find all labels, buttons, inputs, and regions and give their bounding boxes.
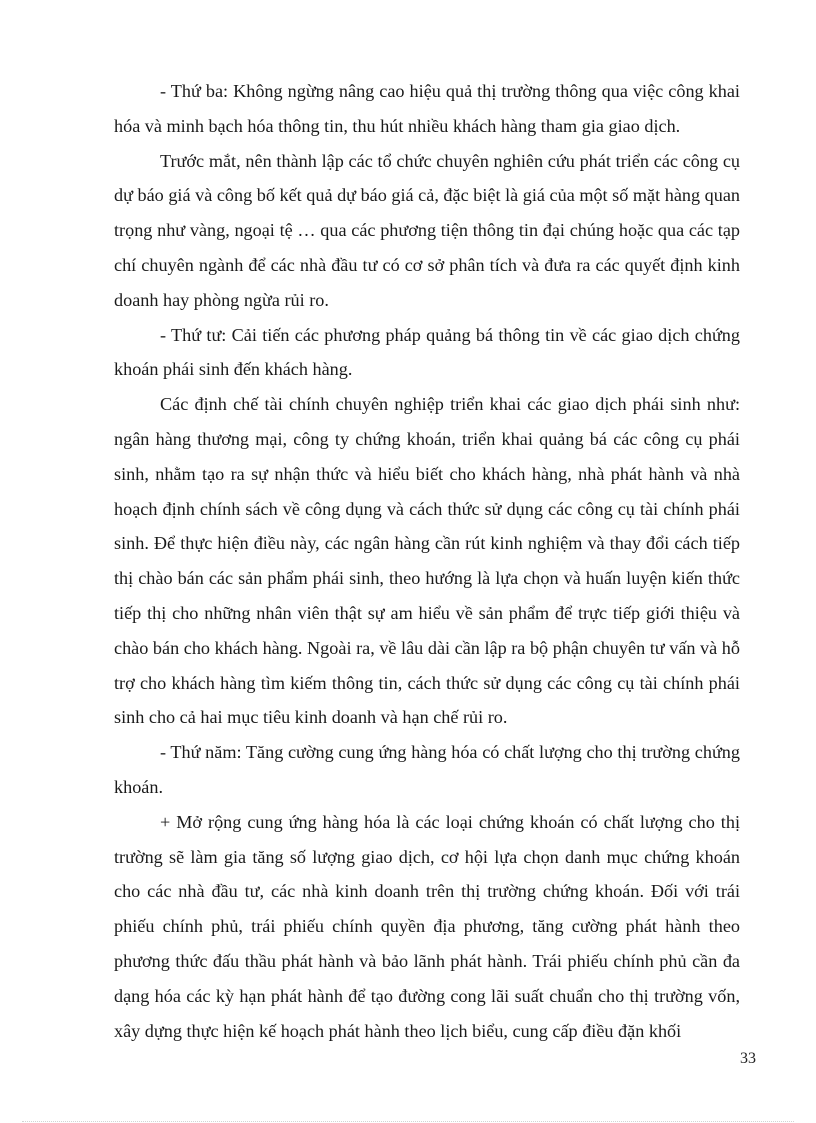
- paragraph-mo-rong-cung-ung: + Mở rộng cung ứng hàng hóa là các loại chứng khoán có chất lượng cho thị trường sẽ làm gia tăng số lượng giao dịch, cơ hội lựa chọn danh mục chứng khoán cho các nhà đầu tư, các nhà kinh doanh trên thị trường chứng khoán. Đối với trái phiếu chính phủ, trái phiếu chính quyền địa phương, tăng cường phát hành theo phương thức đấu thầu phát hành và bảo lãnh phát hành. Trái phiếu chính phủ cần đa dạng hóa các kỳ hạn phát hành để tạo đường cong lãi suất chuẩn cho thị trường vốn, xây dựng thực hiện kế hoạch phát hành theo lịch biểu, cung cấp điều đặn khối: [114, 811, 740, 1041]
- paragraph-truoc-mat: Trước mắt, nên thành lập các tổ chức chuyên nghiên cứu phát triển các công cụ dự báo giá và công bố kết quả dự báo giá cả, đặc biệt là giá của một số mặt hàng quan trọng như vàng, ngoại tệ … qua các phương tiện thông tin đại chúng hoặc qua các tạp chí chuyên ngành để các nhà đầu tư có cơ sở phân tích và đưa ra các quyết định kinh doanh hay phòng ngừa rủi ro.: [114, 150, 740, 310]
- paragraph-thu-nam: - Thứ năm: Tăng cường cung ứng hàng hóa có chất lượng cho thị trường chứng khoán.: [114, 742, 740, 797]
- paragraph-thu-tu: - Thứ tư: Cải tiến các phương pháp quảng bá thông tin về các giao dịch chứng khoán phái sinh đến khách hàng.: [114, 324, 740, 380]
- paragraph-thu-ba: - Thứ ba: Không ngừng nâng cao hiệu quả thị trường thông qua việc công khai hóa và minh bạch hóa thông tin, thu hút nhiều khách hàng tham gia giao dịch.: [114, 81, 740, 136]
- paragraph-dinh-che-tai-chinh: Các định chế tài chính chuyên nghiệp triển khai các giao dịch phái sinh như: ngân hàng thương mại, công ty chứng khoán, triển khai quảng bá các công cụ phái sinh, nhằm tạo ra sự nhận thức và hiểu biết cho khách hàng, nhà phát hành và nhà hoạch định chính sách về công dụng và cách thức sử dụng các công cụ tài chính phái sinh. Để thực hiện điều này, các ngân hàng cần rút kinh nghiệm và thay đổi cách tiếp thị chào bán các sản phẩm phái sinh, theo hướng là lựa chọn và huấn luyện kiến thức tiếp thị cho những nhân viên thật sự am hiểu về sản phẩm để trực tiếp giới thiệu và chào bán cho khách hàng. Ngoài ra, về lâu dài cần lập ra bộ phận chuyên tư vấn và hỗ trợ cho khách hàng tìm kiếm thông tin, cách thức sử dụng các công cụ tài chính phái sinh cho cả hai mục tiêu kinh doanh và hạn chế rủi ro.: [114, 394, 740, 728]
- page-bottom-divider: [22, 1121, 794, 1122]
- body-text: [114, 74, 740, 1048]
- page-number: 33: [740, 1050, 756, 1067]
